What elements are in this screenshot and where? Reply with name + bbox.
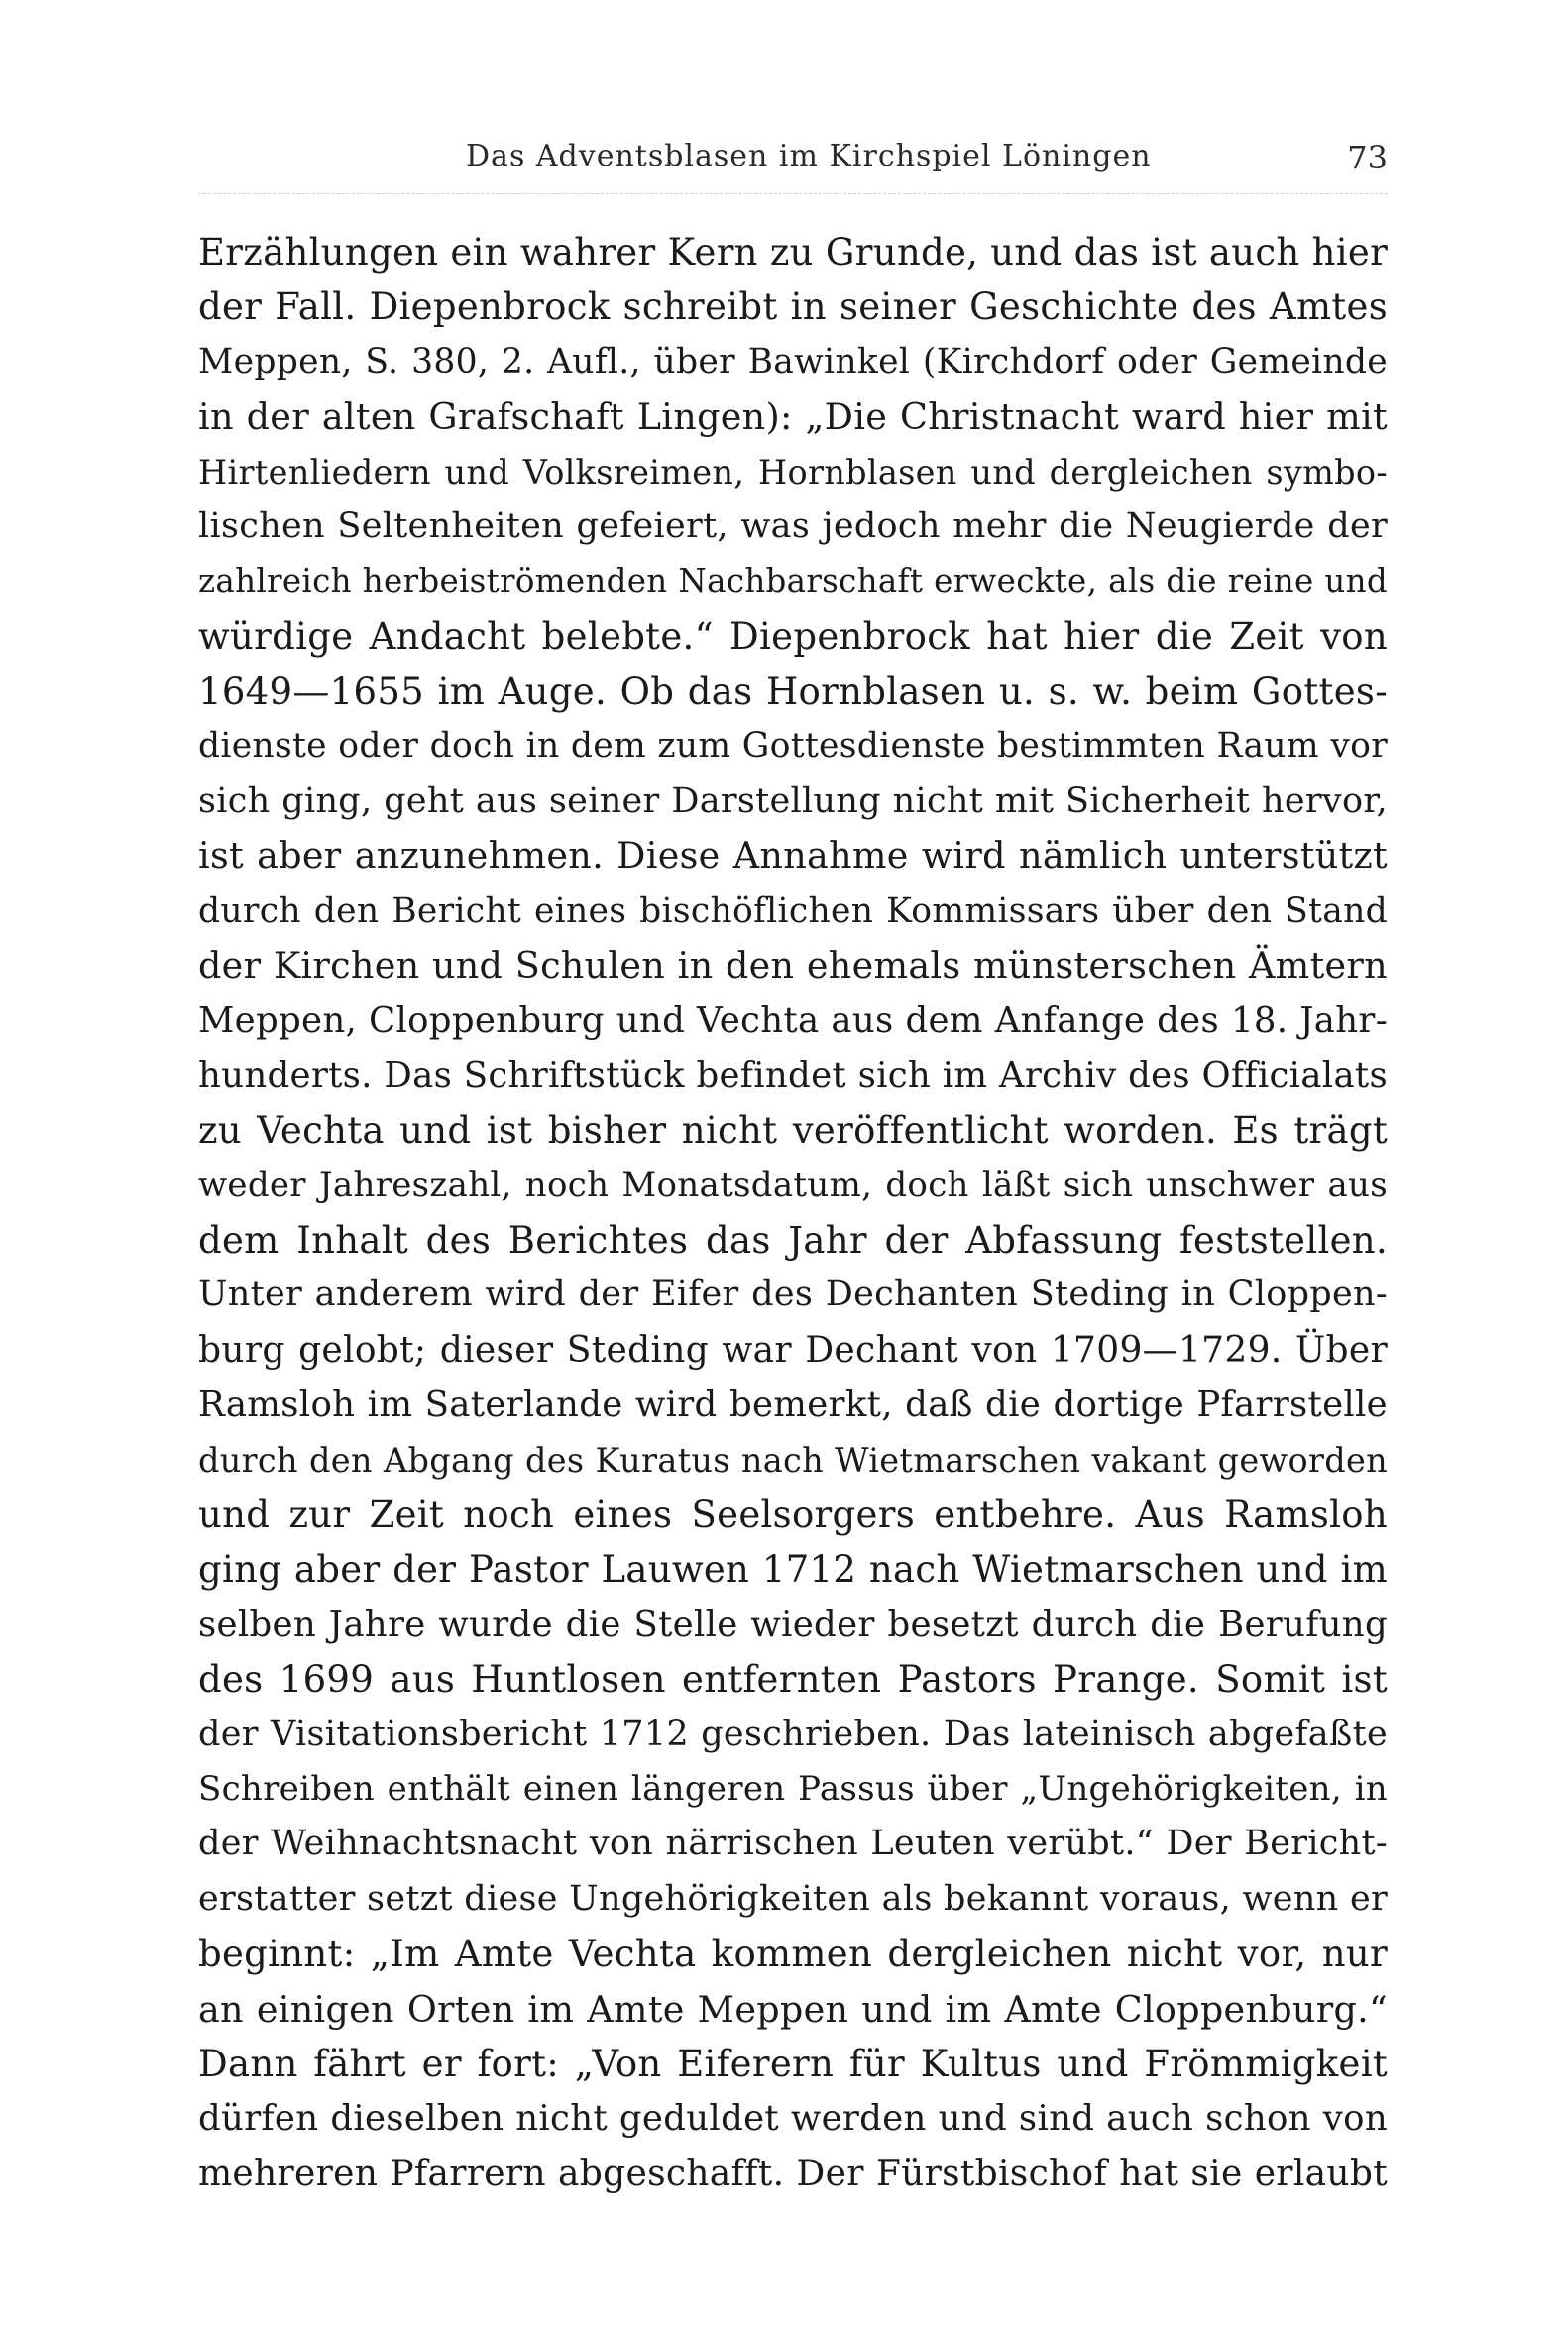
text-line: durch den Bericht eines bischöflichen Kommissars über den Stand [198, 890, 1388, 931]
text-line: der Visitationsbericht 1712 geschrieben. Das lateinisch abgefaßte [198, 1714, 1388, 1754]
text-line: Hirtenliedern und Volksreimen, Hornblasen und dergleichen symbo- [198, 452, 1388, 492]
text-line: burg gelobt; dieser Steding war Dechant von 1709—1729. Über [198, 1329, 1388, 1371]
text-line: erstatter setzt diese Ungehörigkeiten als bekannt voraus, wenn er [198, 1878, 1388, 1919]
text-line: dienste oder doch in dem zum Gottesdienste bestimmten Raum vor [198, 725, 1388, 766]
body-text [198, 225, 1388, 2201]
text-line: Dann fährt er fort: „Von Eiferern für Kultus und Frömmigkeit [198, 2042, 1388, 2085]
text-line: der Weihnachtsnacht von närrischen Leuten verübt.“ Der Bericht- [198, 1824, 1388, 1864]
text-line: Unter anderem wird der Eifer des Dechanten Steding in Cloppen- [198, 1275, 1388, 1315]
text-line: dem Inhalt des Berichtes das Jahr der Abfassung feststellen. [198, 1219, 1388, 1263]
text-line: Ramsloh im Saterlande wird bemerkt, daß die dortige Pfarrstelle [198, 1385, 1388, 1426]
text-line: Meppen, Cloppenburg und Vechta aus dem Anfange des 18. Jahr- [198, 1000, 1388, 1042]
text-line: hunderts. Das Schriftstück befindet sich im Archiv des Officialats [198, 1054, 1388, 1096]
text-line: dürfen dieselben nicht geduldet werden und sind auch schon von [198, 2098, 1388, 2140]
text-line: zahlreich herbeiströmenden Nachbarschaft erweckte, als die reine und [198, 562, 1388, 601]
text-line: des 1699 aus Huntlosen entfernten Pastors Prange. Somit ist [198, 1658, 1388, 1702]
running-head [198, 139, 1388, 188]
text-line: an einigen Orten im Amte Meppen und im Amte Cloppenburg.“ [198, 1987, 1388, 2031]
running-title: Das Adventsblasen im Kirchspiel Löningen [466, 139, 1152, 173]
text-line: der Fall. Diepenbrock schreibt in seiner Geschichte des Amtes [198, 285, 1388, 329]
text-line: Meppen, S. 380, 2. Aufl., über Bawinkel (Kirchdorf oder Gemeinde [198, 341, 1388, 382]
text-line: ging aber der Pastor Lauwen 1712 nach Wietmarschen und im [198, 1548, 1388, 1592]
text-line: sich ging, geht aus seiner Darstellung nicht mit Sicherheit hervor, [198, 780, 1388, 821]
text-line: ist aber anzunehmen. Diese Annahme wird nämlich unterstützt [198, 834, 1388, 878]
text-line: mehreren Pfarrern abgeschafft. Der Fürstbischof hat sie erlaubt [198, 2153, 1388, 2194]
text-line: und zur Zeit noch eines Seelsorgers entbehre. Aus Ramsloh [198, 1493, 1388, 1536]
text-line: 1649—1655 im Auge. Ob das Hornblasen u. s. w. beim Gottes- [198, 670, 1388, 714]
text-line: Erzählungen ein wahrer Kern zu Grunde, und das ist auch hier [198, 231, 1388, 274]
text-line: weder Jahreszahl, noch Monatsdatum, doch läßt sich unschwer aus [198, 1164, 1388, 1205]
header-divider [198, 193, 1388, 194]
text-line: lischen Seltenheiten gefeiert, was jedoch mehr die Neugierde der [198, 505, 1388, 546]
text-line: zu Vechta und ist bisher nicht veröffentlicht worden. Es trägt [198, 1109, 1388, 1153]
text-line: selben Jahre wurde die Stelle wieder besetzt durch die Berufung [198, 1604, 1388, 1645]
text-line: der Kirchen und Schulen in den ehemals münsterschen Ämtern [198, 944, 1388, 988]
text-line: beginnt: „Im Amte Vechta kommen dergleichen nicht vor, nur [198, 1933, 1388, 1976]
page-number: 73 [1347, 139, 1388, 176]
text-line: durch den Abgang des Kuratus nach Wietmarschen vakant geworden [198, 1440, 1388, 1480]
text-line: würdige Andacht belebte.“ Diepenbrock hat hier die Zeit von [198, 614, 1388, 658]
text-line: Schreiben enthält einen längeren Passus über „Ungehörigkeiten, in [198, 1768, 1388, 1809]
text-line: in der alten Grafschaft Lingen): „Die Christnacht ward hier mit [198, 395, 1388, 439]
